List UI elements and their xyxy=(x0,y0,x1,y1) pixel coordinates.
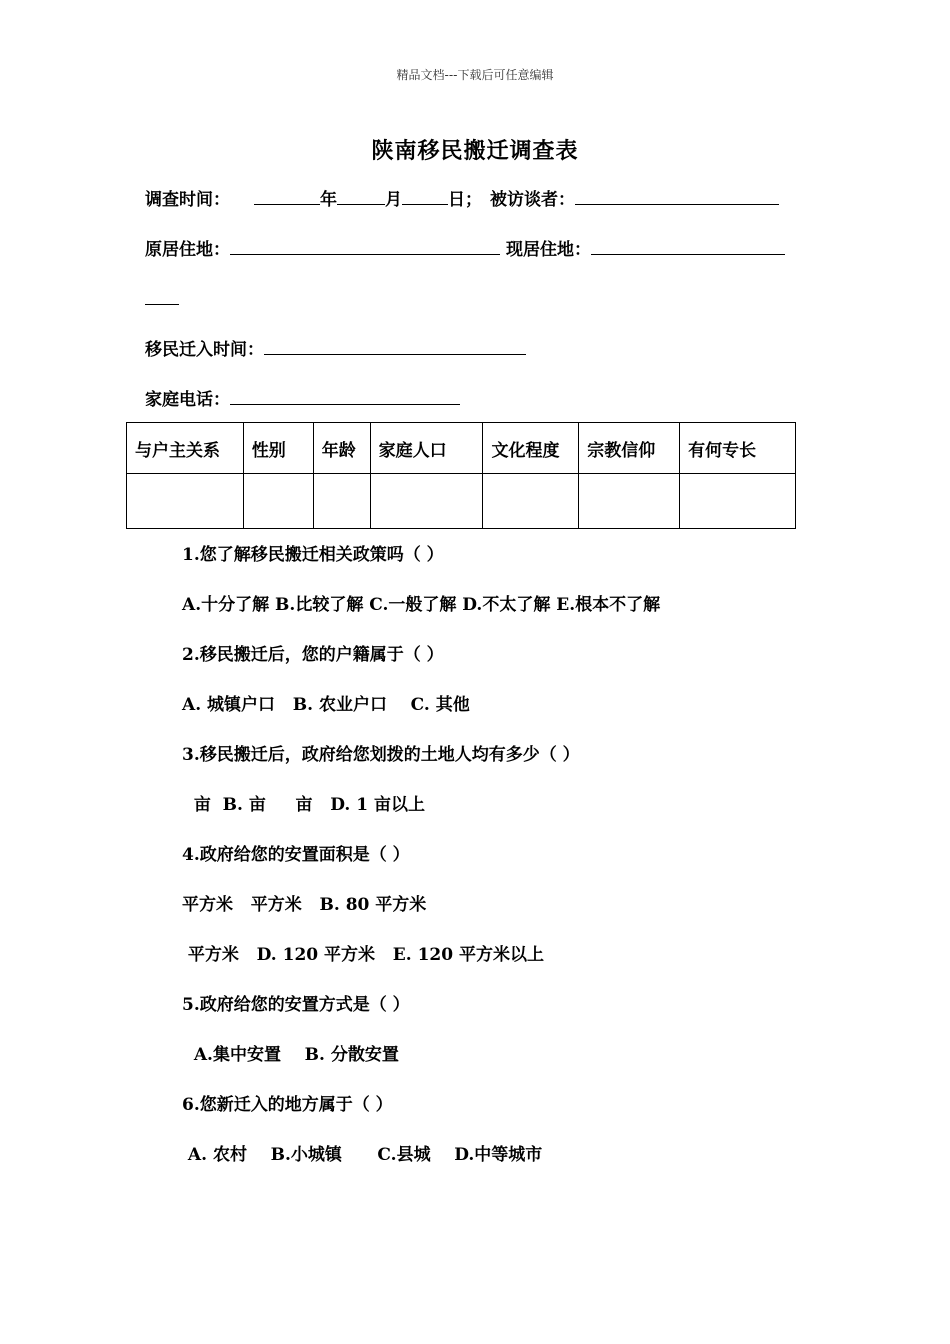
table-header-cell: 与户主关系 xyxy=(127,423,244,474)
origin-blank[interactable] xyxy=(230,238,500,255)
table-header-cell: 有何专长 xyxy=(680,423,796,474)
question-1: 1.您了解移民搬迁相关政策吗（ ） xyxy=(182,545,444,565)
question-5: 5.政府给您的安置方式是（ ） xyxy=(182,995,410,1015)
table-cell[interactable] xyxy=(243,474,313,529)
question-6-options: A. 农村 B.小城镇 C.县城 D.中等城市 xyxy=(182,1145,543,1165)
interviewee-blank[interactable] xyxy=(575,188,779,205)
table-header-cell: 性别 xyxy=(243,423,313,474)
table-cell[interactable] xyxy=(313,474,370,529)
page-title: 陕南移民搬迁调查表 xyxy=(371,138,579,164)
table-cell[interactable] xyxy=(127,474,244,529)
survey-time-label: 调查时间： xyxy=(145,190,230,210)
current-label: 现居住地： xyxy=(506,240,591,260)
residence-row xyxy=(145,238,785,262)
table-row xyxy=(127,474,796,529)
month-blank[interactable] xyxy=(337,188,385,205)
phone-blank[interactable] xyxy=(230,388,460,405)
table-header-cell: 家庭人口 xyxy=(370,423,483,474)
question-5-options: A.集中安置 B. 分散安置 xyxy=(182,1045,399,1065)
table-cell[interactable] xyxy=(483,474,579,529)
question-4-options-line2: 平方米 D. 120 平方米 E. 120 平方米以上 xyxy=(182,945,545,965)
phone-label: 家庭电话： xyxy=(145,390,230,410)
table-cell[interactable] xyxy=(370,474,483,529)
family-info-table xyxy=(126,422,796,529)
current-blank[interactable] xyxy=(591,238,785,255)
question-3-options: 亩 B. 亩 亩 D. 1 亩以上 xyxy=(182,795,425,815)
question-4: 4.政府给您的安置面积是（ ） xyxy=(182,845,410,865)
question-3: 3.移民搬迁后，政府给您划拨的土地人均有多少（ ） xyxy=(182,745,580,765)
move-in-label: 移民迁入时间： xyxy=(145,340,264,360)
table-header-cell: 文化程度 xyxy=(483,423,579,474)
table-header-cell: 年龄 xyxy=(313,423,370,474)
question-2-options: A. 城镇户口 B. 农业户口 C. 其他 xyxy=(182,695,470,715)
origin-label: 原居住地： xyxy=(145,240,230,260)
question-4-options-line1: 平方米 平方米 B. 80 平方米 xyxy=(182,895,427,915)
question-2: 2.移民搬迁后，您的户籍属于（ ） xyxy=(182,645,444,665)
day-label: 日； xyxy=(448,190,482,210)
table-header-row xyxy=(127,423,796,474)
interviewee-label: 被访谈者： xyxy=(490,190,575,210)
table-cell[interactable] xyxy=(680,474,796,529)
question-6: 6.您新迁入的地方属于（ ） xyxy=(182,1095,393,1115)
header-note: 精品文档---下载后可任意编辑 xyxy=(396,68,554,82)
move-in-blank[interactable] xyxy=(264,338,526,355)
survey-time-row xyxy=(145,188,779,212)
move-in-row xyxy=(145,338,526,362)
current-blank-wrap[interactable] xyxy=(145,288,179,305)
table-header-cell: 宗教信仰 xyxy=(579,423,680,474)
month-label: 月 xyxy=(385,190,402,210)
year-blank[interactable] xyxy=(254,188,320,205)
residence-row-wrap xyxy=(145,288,179,312)
phone-row xyxy=(145,388,460,412)
table-cell[interactable] xyxy=(579,474,680,529)
year-label: 年 xyxy=(320,190,337,210)
day-blank[interactable] xyxy=(402,188,448,205)
question-1-options: A.十分了解 B.比较了解 C.一般了解 D.不太了解 E.根本不了解 xyxy=(182,595,661,615)
